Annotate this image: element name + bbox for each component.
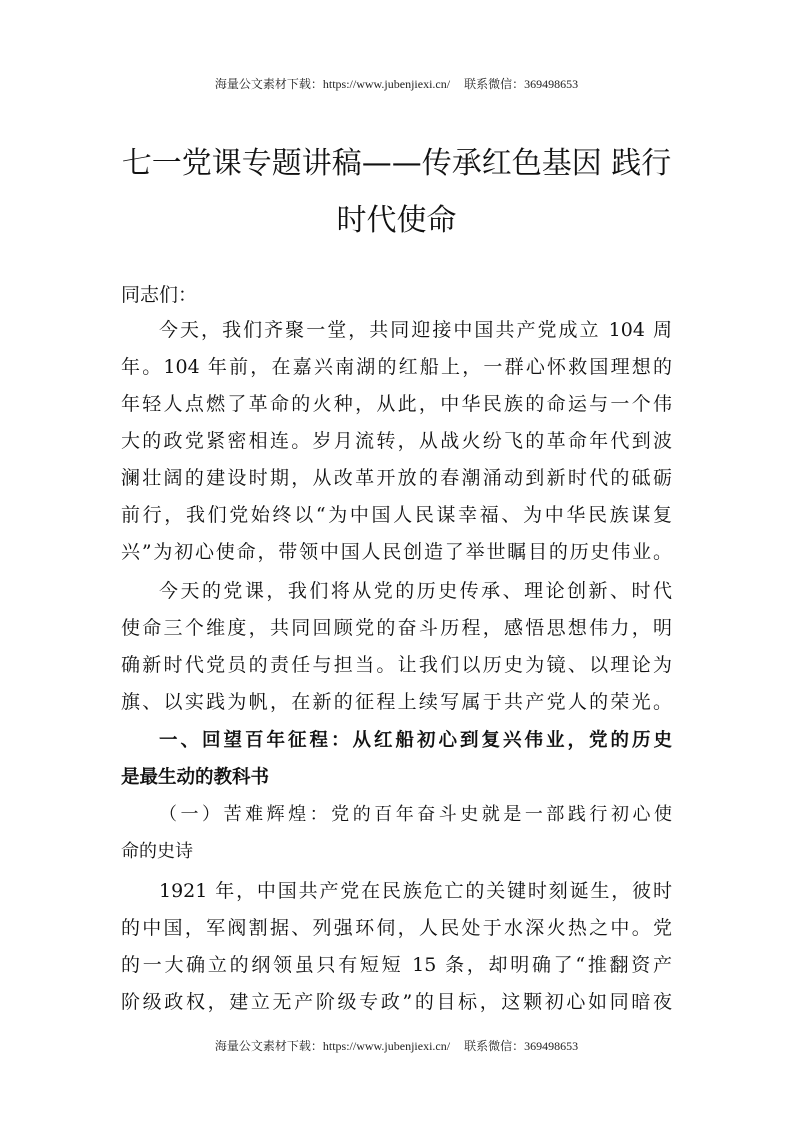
section-heading-line: 一、回望百年征程：从红船初心到复兴伟业，党的历史 — [159, 730, 672, 751]
paragraph-line: 的中国，军阀割据、列强环伺，人民处于水深火热之中。党 — [121, 917, 672, 939]
paragraph-line: 年。104 年前，在嘉兴南湖的红船上，一群心怀救国理想的 — [121, 356, 672, 378]
header-download-label: 海量公文素材下载：https://www.jubenjiexi.cn/ — [214, 77, 451, 91]
paragraph-line: 今天的党课，我们将从党的历史传承、理论创新、时代 — [159, 580, 672, 602]
paragraph-line: 确新时代党员的责任与担当。让我们以历史为镜、以理论为 — [121, 654, 672, 676]
paragraph-line: 的一大确立的纲领虽只有短短 15 条，却明确了“推翻资产 — [121, 954, 672, 976]
subsection-heading-line: 命的史诗 — [121, 841, 193, 862]
paragraph-line: 旗、以实践为帆，在新的征程上续写属于共产党人的荣光。 — [121, 691, 672, 713]
paragraph-line: 兴”为初心使命，带领中国人民创造了举世瞩目的历史伟业。 — [121, 541, 672, 563]
paragraph-line: 大的政党紧密相连。岁月流转，从战火纷飞的革命年代到波 — [121, 430, 672, 452]
salutation: 同志们： — [121, 284, 198, 306]
paragraph-line: 阶级政权，建立无产阶级专政”的目标，这颗初心如同暗夜 — [121, 991, 672, 1013]
header-contact: 联系微信：369498653 — [464, 77, 579, 91]
subsection-heading-line: （一）苦难辉煌：党的百年奋斗史就是一部践行初心使 — [159, 804, 672, 825]
footer-download-label: 海量公文素材下载：https://www.jubenjiexi.cn/ — [214, 1039, 451, 1053]
document-title-line-1: 七一党课专题讲稿——传承红色基因 践行 — [121, 146, 672, 181]
page-footer — [0, 1037, 793, 1054]
paragraph-line: 前行，我们党始终以“为中国人民谋幸福、为中华民族谋复 — [121, 504, 672, 526]
document-title-line-2: 时代使命 — [336, 203, 457, 238]
section-heading-line: 是最生动的教科书 — [121, 767, 270, 788]
page-header — [0, 75, 793, 92]
paragraph-line: 年轻人点燃了革命的火种，从此，中华民族的命运与一个伟 — [121, 393, 672, 415]
paragraph-line: 澜壮阔的建设时期，从改革开放的春潮涌动到新时代的砥砺 — [121, 467, 672, 489]
paragraph-line: 今天，我们齐聚一堂，共同迎接中国共产党成立 104 周 — [159, 319, 672, 341]
footer-contact: 联系微信：369498653 — [464, 1039, 579, 1053]
paragraph-line: 1921 年，中国共产党在民族危亡的关键时刻诞生，彼时 — [159, 880, 672, 902]
paragraph-line: 使命三个维度，共同回顾党的奋斗历程，感悟思想伟力，明 — [121, 617, 672, 639]
